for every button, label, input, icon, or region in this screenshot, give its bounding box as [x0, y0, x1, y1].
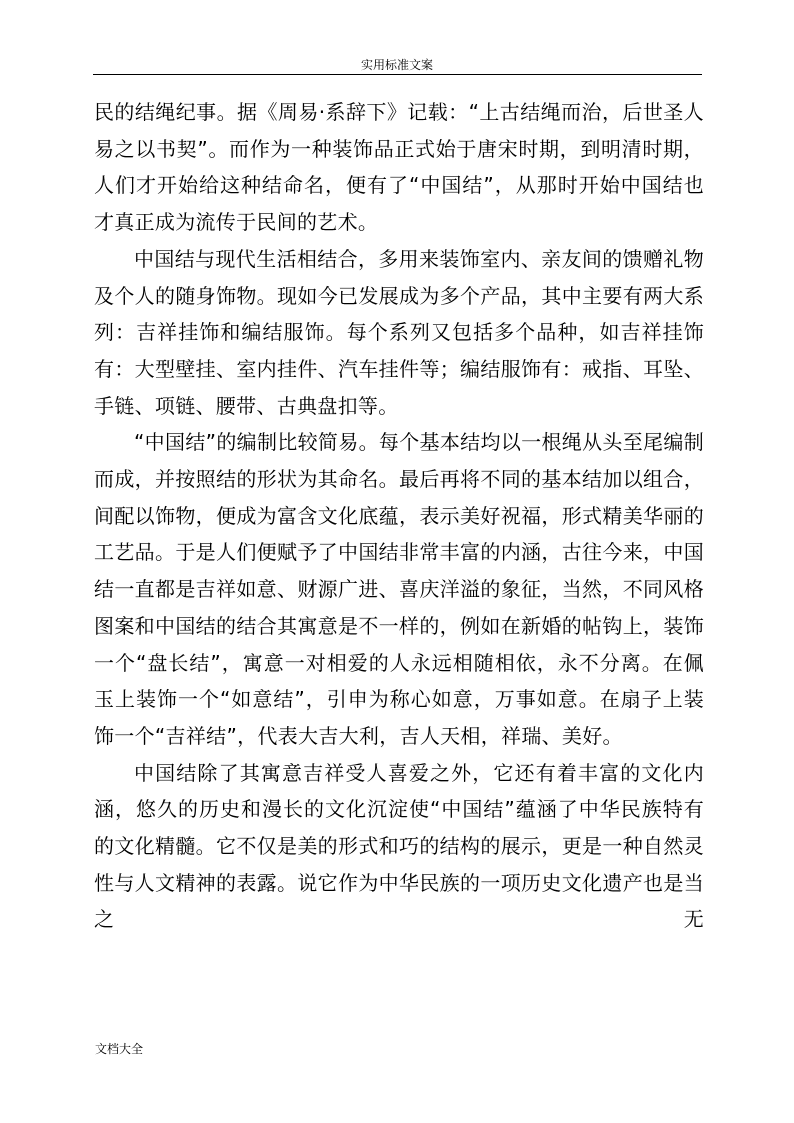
page-footer-label: 文档大全: [95, 1042, 144, 1056]
document-body: [94, 94, 704, 938]
header-divider: [93, 74, 702, 75]
paragraph-continued-intro: 民的结绳纪事。据《周易·系辞下》记载：“上古结绳而治，后世圣人易之以书契”。而作为一种装饰品正式始于唐宋时期，到明清时期，人们才开始给这种结命名，便有了“中国结”，从那时开始中国结也才真正成为流传于民间的艺术。: [94, 100, 704, 235]
paragraph-modern-use: 中国结与现代生活相结合，多用来装饰室内、亲友间的馈赠礼物及个人的随身饰物。现如今已发展成为多个产品，其中主要有两大系列：吉祥挂饰和编结服饰。每个系列又包括多个品种，如吉祥挂饰有：大型壁挂、室内挂件、汽车挂件等；编结服饰有：戒指、耳坠、手链、项链、腰带、古典盘扣等。: [94, 246, 704, 418]
paragraph-cultural-heritage: 中国结除了其寓意吉祥受人喜爱之外，它还有着丰富的文化内涵，悠久的历史和漫长的文化沉淀使“中国结”蕴涵了中华民族特有的文化精髓。它不仅是美的形式和巧的结构的展示，更是一种自然灵性与人文精神的表露。说它作为中华民族的一项历史文化遗产也是当之无: [94, 760, 704, 932]
page-header-title: 实用标准文案: [360, 58, 433, 72]
paragraph-weaving-meaning: “中国结”的编制比较简易。每个基本结均以一根绳从头至尾编制而成，并按照结的形状为其命名。最后再将不同的基本结加以组合，间配以饰物，便成为富含文化底蕴，表示美好祝福，形式精美华丽的工艺品。于是人们便赋予了中国结非常丰富的内涵，古往今来，中国结一直都是吉祥如意、财源广进、喜庆洋溢的象征，当然，不同风格图案和中国结的结合其寓意是不一样的，例如在新婚的帖钩上，装饰一个“盘长结”，寓意一对相爱的人永远相随相依，永不分离。在佩玉上装饰一个“如意结”，引申为称心如意，万事如意。在扇子上装饰一个“吉祥结”，代表大吉大利，吉人天相，祥瑞、美好。: [94, 430, 704, 748]
